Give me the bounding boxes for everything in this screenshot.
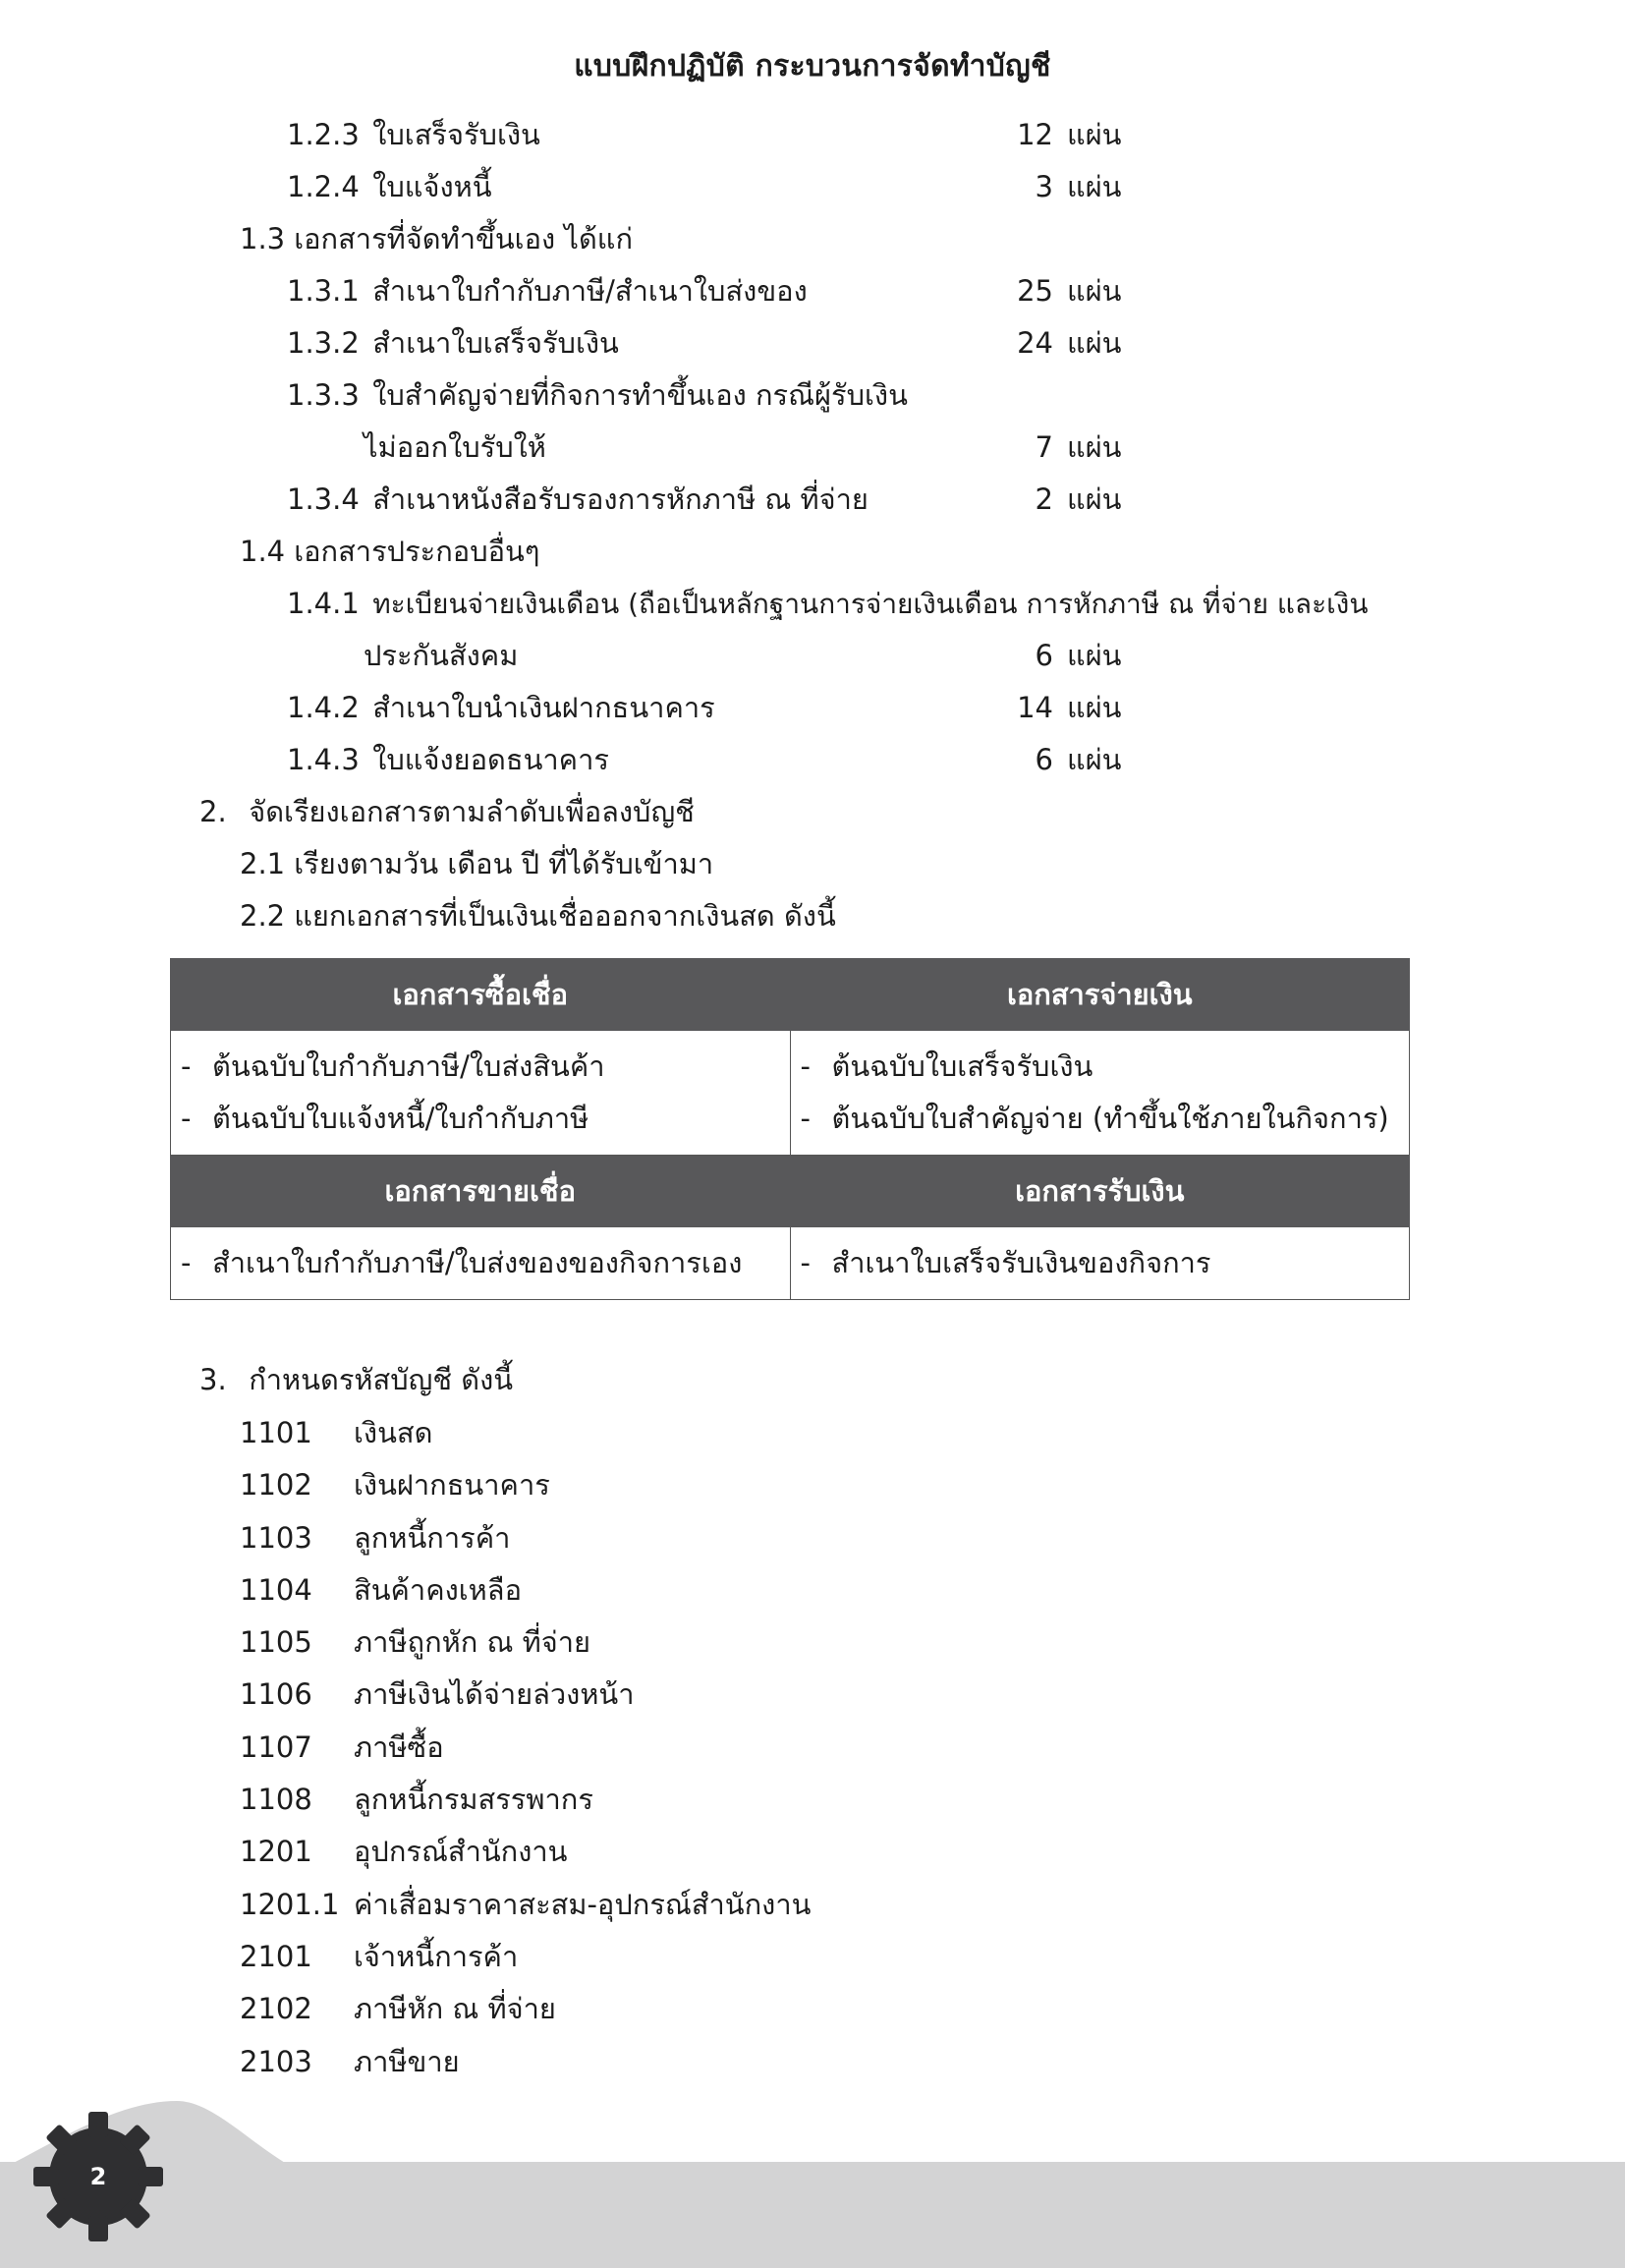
list-item: - ต้นฉบับใบสำคัญจ่าย (ทำขึ้นใช้ภายในกิจการ) [800, 1102, 1389, 1135]
account-name: ภาษีซื้อ [354, 1729, 444, 1764]
account-name: ภาษีเงินได้จ่ายล่วงหน้า [354, 1677, 635, 1712]
list-item [240, 838, 713, 890]
item-text: เอกสารประกอบอื่นๆ [294, 535, 540, 568]
account-row [240, 1826, 811, 1878]
item-quantity: 6 แผ่น [1035, 743, 1122, 776]
item-number: 1.3.3 [287, 378, 360, 412]
list-item [287, 734, 1122, 786]
item-number: 2.1 [240, 847, 286, 880]
account-code: 1102 [240, 1468, 312, 1503]
item-quantity: 6 แผ่น [1035, 639, 1122, 672]
item-number: 1.3.4 [287, 482, 360, 516]
list-item: - สำเนาใบเสร็จรับเงินของกิจการ [800, 1246, 1211, 1279]
account-row [240, 1669, 811, 1721]
account-name: ลูกหนี้การค้า [354, 1520, 511, 1555]
account-name: เงินฝากธนาคาร [354, 1468, 550, 1503]
account-row [240, 1564, 811, 1616]
item-number: 1.3.2 [287, 326, 360, 360]
account-code: 1104 [240, 1572, 312, 1607]
item-text: ใบสำคัญจ่ายที่กิจการทำขึ้นเอง กรณีผู้รับเงิน [372, 378, 908, 412]
footer-band [0, 2162, 1625, 2268]
list-item [287, 317, 1122, 369]
item-number: 1.3.1 [287, 274, 360, 308]
list-item: - ต้นฉบับใบกำกับภาษี/ใบส่งสินค้า [181, 1049, 605, 1083]
cell-credit-purchase-docs [171, 1031, 791, 1156]
item-quantity: 12 แผ่น [1017, 118, 1122, 151]
item-text: สำเนาหนังสือรับรองการหักภาษี ณ ที่จ่าย [372, 482, 869, 516]
item-text: สำเนาใบกำกับภาษี/สำเนาใบส่งของ [372, 274, 808, 308]
item-quantity: 7 แผ่น [1035, 430, 1122, 464]
list-item [287, 682, 1122, 734]
item-number: 1.2.4 [287, 170, 360, 203]
account-code: 1201.1 [240, 1887, 340, 1921]
account-code: 1201 [240, 1835, 312, 1869]
account-name: เจ้าหนี้การค้า [354, 1939, 519, 1973]
item-text: เอกสารที่จัดทำขึ้นเอง ได้แก่ [294, 222, 634, 255]
list-item [287, 161, 1122, 213]
account-row [240, 1774, 811, 1826]
item-text: จัดเรียงเอกสารตามลำดับเพื่อลงบัญชี [249, 795, 695, 828]
item-text: ประกันสังคม [364, 639, 519, 672]
item-text: สำเนาใบเสร็จรับเงิน [372, 326, 619, 360]
item-number: 1.4.3 [287, 743, 360, 776]
account-row [240, 1459, 811, 1511]
account-row [240, 1983, 811, 2035]
account-row [240, 1616, 811, 1669]
item-number: 1.2.3 [287, 118, 360, 151]
item-text: ใบแจ้งหนี้ [372, 170, 492, 203]
header-credit-purchase-docs: เอกสารซื้อเชื่อ [171, 959, 791, 1031]
header-credit-sales-docs: เอกสารขายเชื่อ [171, 1156, 791, 1227]
list-item [287, 578, 1369, 630]
header-receipt-docs: เอกสารรับเงิน [790, 1156, 1410, 1227]
account-row [240, 2036, 811, 2088]
account-name: อุปกรณ์สำนักงาน [354, 1835, 568, 1869]
item-number: 2. [199, 795, 227, 828]
section-heading [199, 786, 695, 838]
account-code: 1108 [240, 1783, 312, 1817]
list-item: - ต้นฉบับใบแจ้งหนี้/ใบกำกับภาษี [181, 1102, 589, 1135]
item-text: กำหนดรหัสบัญชี ดังนี้ [249, 1363, 514, 1396]
list-item: - สำเนาใบกำกับภาษี/ใบส่งของของกิจการเอง [181, 1246, 743, 1279]
item-text: ทะเบียนจ่ายเงินเดือน (ถือเป็นหลักฐานการจ่ายเงินเดือน การหักภาษี ณ ที่จ่าย และเงิน [372, 588, 1369, 620]
account-code: 1103 [240, 1520, 312, 1555]
table-header-row [171, 959, 1410, 1031]
item-quantity: 14 แผ่น [1017, 691, 1122, 724]
item-quantity: 3 แผ่น [1035, 170, 1122, 203]
account-code: 2102 [240, 1992, 312, 2026]
cell-credit-sales-docs [171, 1227, 791, 1300]
item-quantity: 25 แผ่น [1017, 274, 1122, 308]
account-row [240, 1512, 811, 1564]
item-text: แยกเอกสารที่เป็นเงินเชื่อออกจากเงินสด ดังนี้ [294, 899, 836, 933]
account-name: ลูกหนี้กรมสรรพากร [354, 1783, 593, 1817]
table-header-row [171, 1156, 1410, 1227]
item-text: ใบเสร็จรับเงิน [372, 118, 540, 151]
item-text: ไม่ออกใบรับให้ [364, 430, 546, 464]
table-row [171, 1031, 1410, 1156]
account-row [240, 1931, 811, 1983]
item-number: 1.4.1 [287, 587, 360, 620]
account-row [240, 1407, 811, 1459]
page-number: 2 [89, 2163, 107, 2190]
cell-payment-docs [790, 1031, 1410, 1156]
item-quantity: 24 แผ่น [1017, 326, 1122, 360]
account-code: 1106 [240, 1677, 312, 1712]
list-item [240, 526, 539, 578]
section-heading [199, 1354, 513, 1406]
account-code: 2101 [240, 1939, 312, 1973]
item-number: 1.3 [240, 222, 286, 255]
list-item [364, 630, 1122, 682]
item-text: เรียงตามวัน เดือน ปี ที่ได้รับเข้ามา [294, 847, 714, 880]
account-code: 1107 [240, 1729, 312, 1764]
document-category-table [170, 958, 1410, 1300]
account-code: 1101 [240, 1416, 312, 1449]
list-item [364, 422, 1122, 474]
item-number: 2.2 [240, 899, 286, 933]
item-number: 3. [199, 1363, 227, 1396]
account-name: ค่าเสื่อมราคาสะสม-อุปกรณ์สำนักงาน [354, 1887, 812, 1921]
cell-receipt-docs [790, 1227, 1410, 1300]
page-header-title: แบบฝึกปฏิบัติ กระบวนการจัดทำบัญชี [574, 49, 1051, 84]
item-number: 1.4 [240, 535, 286, 568]
item-quantity: 2 แผ่น [1035, 482, 1122, 516]
account-name: สินค้าคงเหลือ [354, 1572, 522, 1607]
item-text: ใบแจ้งยอดธนาคาร [372, 743, 609, 776]
account-code: 2103 [240, 2044, 312, 2078]
account-row [240, 1879, 811, 1931]
account-name: ภาษีขาย [354, 2044, 460, 2078]
list-item [287, 265, 1122, 317]
account-code: 1105 [240, 1625, 312, 1660]
table-row [171, 1227, 1410, 1300]
list-item: - ต้นฉบับใบเสร็จรับเงิน [800, 1049, 1093, 1083]
list-item [287, 474, 1122, 526]
item-text: สำเนาใบนำเงินฝากธนาคาร [372, 691, 715, 724]
item-number: 1.4.2 [287, 691, 360, 724]
account-name: ภาษีถูกหัก ณ ที่จ่าย [354, 1625, 591, 1660]
list-item [240, 213, 633, 265]
account-name: เงินสด [354, 1416, 433, 1449]
account-name: ภาษีหัก ณ ที่จ่าย [354, 1992, 556, 2026]
header-payment-docs: เอกสารจ่ายเงิน [790, 959, 1410, 1031]
account-code-list [240, 1407, 811, 2088]
list-item [287, 109, 1122, 161]
list-item [287, 369, 908, 422]
list-item [240, 890, 836, 942]
account-row [240, 1722, 811, 1774]
